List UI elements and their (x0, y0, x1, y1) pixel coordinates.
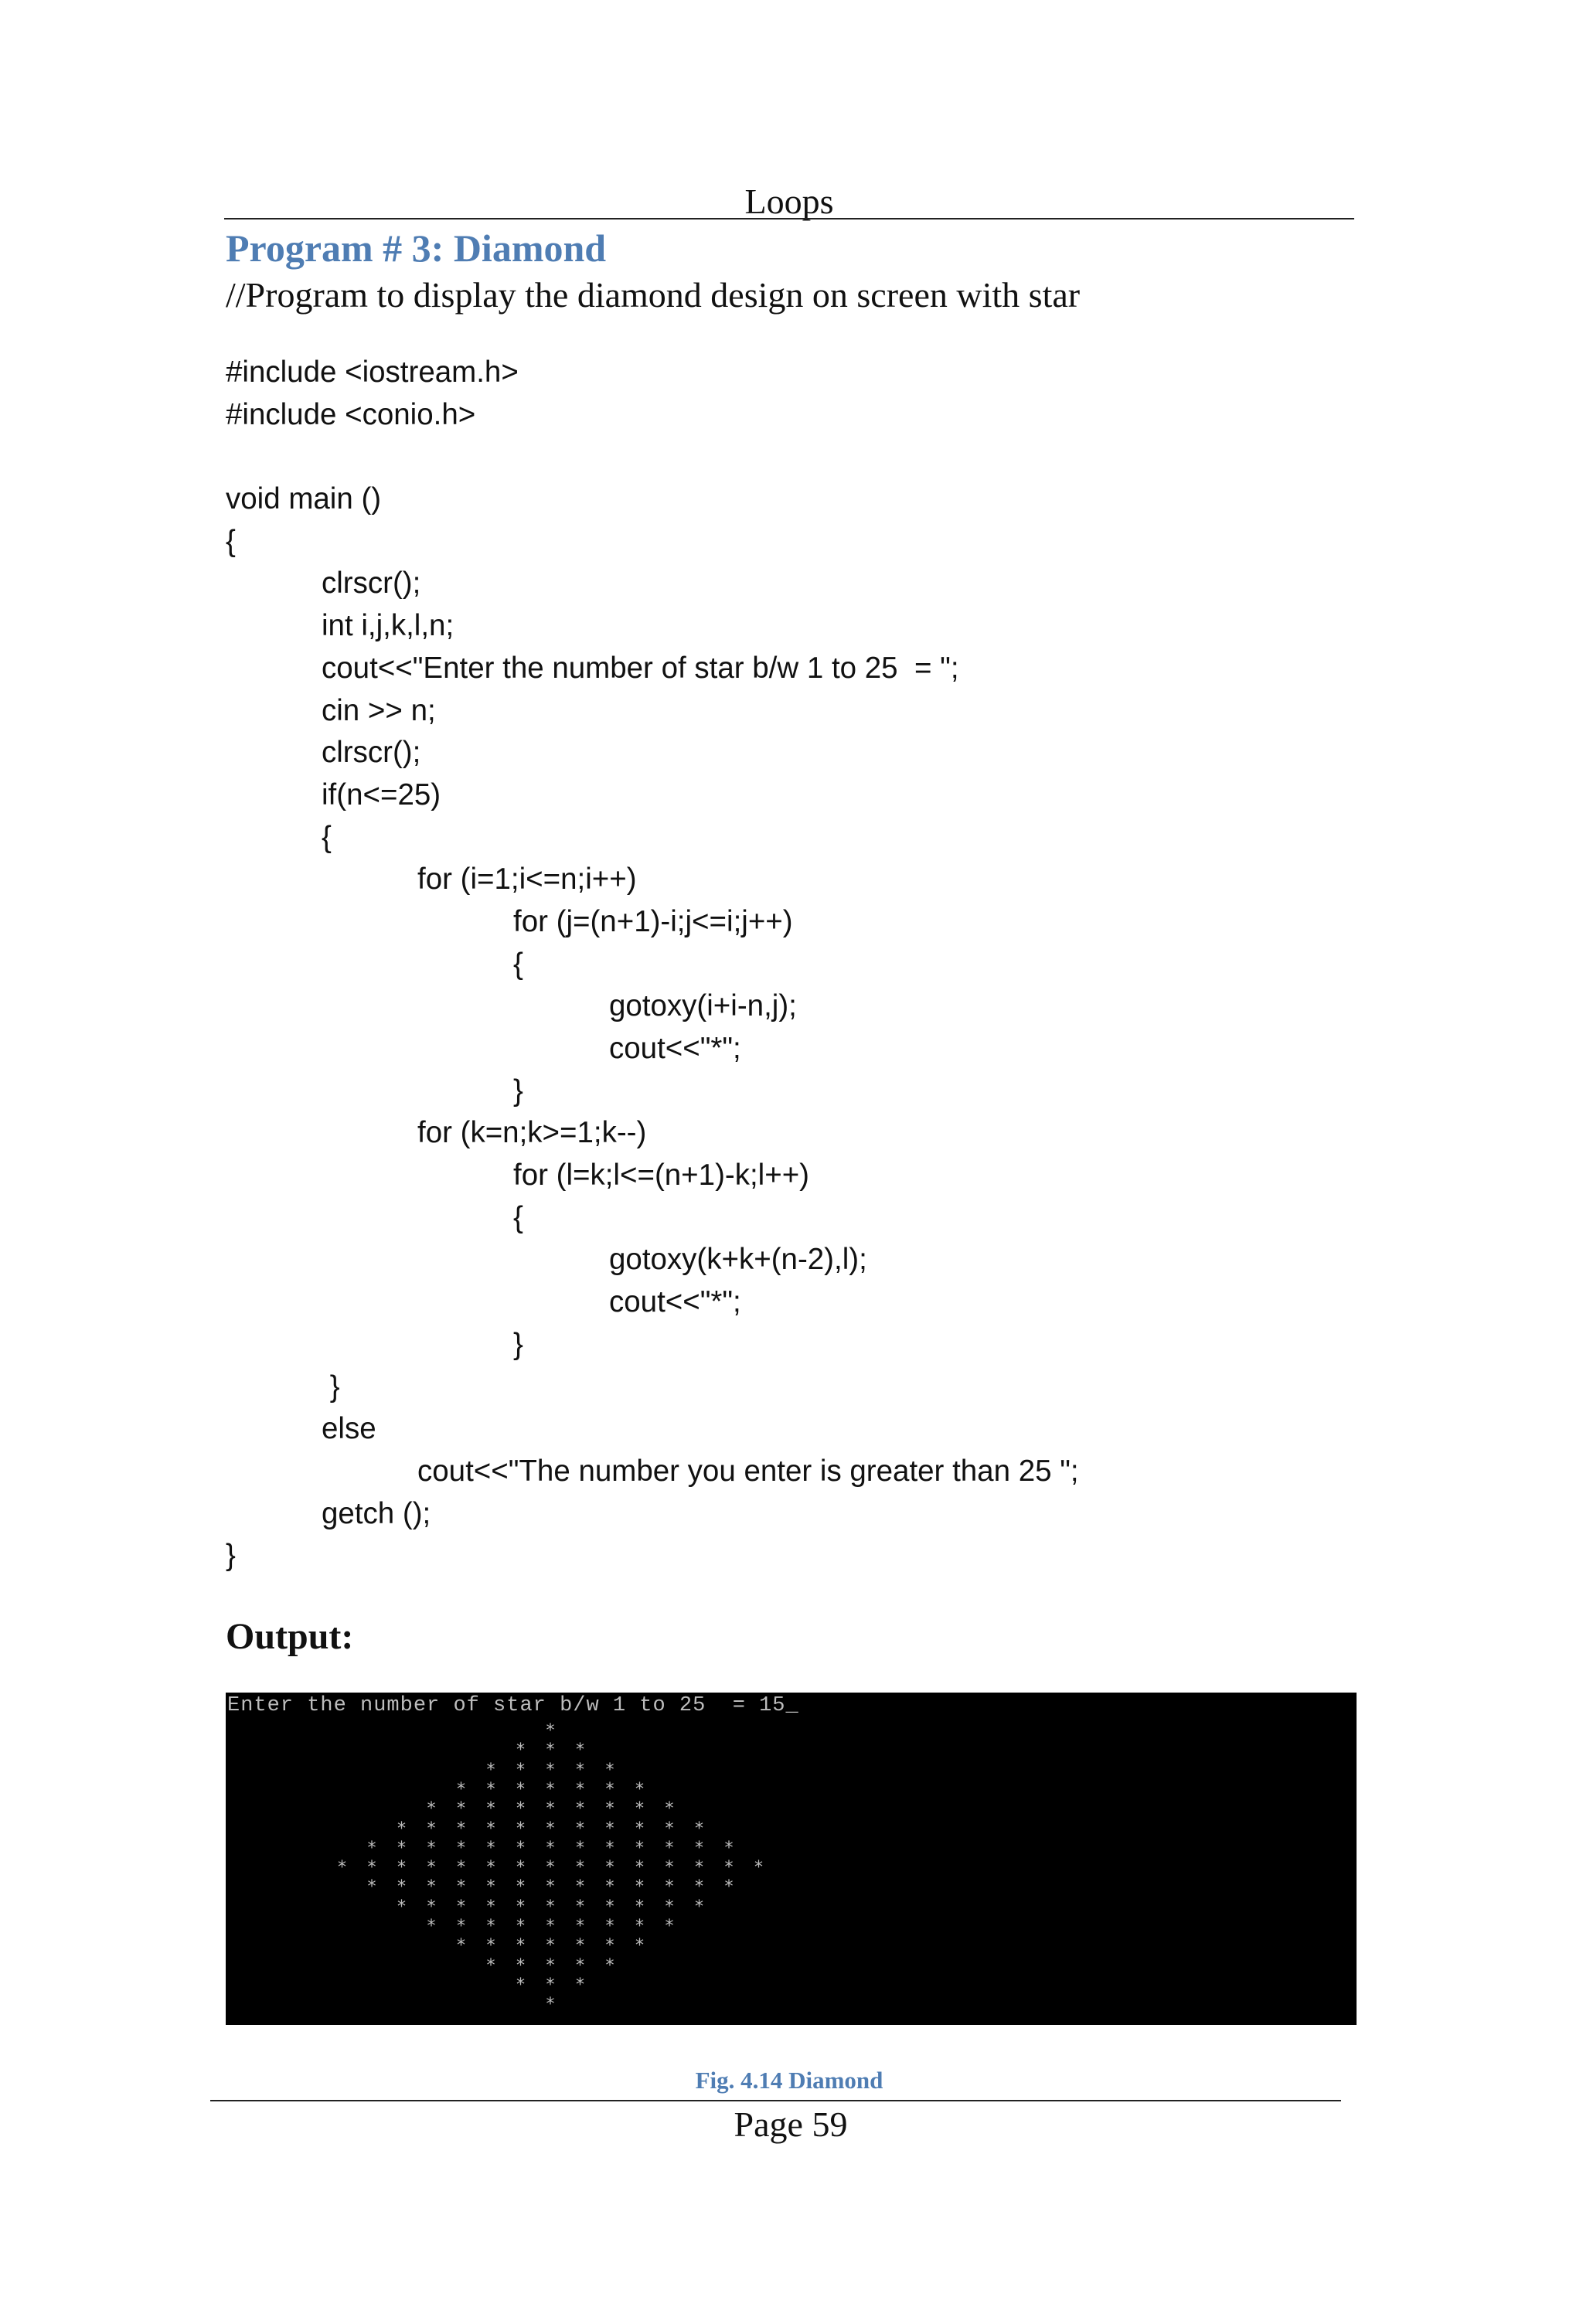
diamond-star: * (604, 1819, 615, 1839)
code-line: gotoxy(i+i-n,j); (609, 989, 797, 1023)
diamond-star: * (515, 1975, 526, 1995)
code-line: for (k=n;k>=1;k--) (417, 1116, 647, 1150)
diamond-star: * (604, 1955, 615, 1975)
diamond-star: * (485, 1819, 496, 1839)
diamond-star: * (396, 1858, 407, 1878)
diamond-star: * (455, 1917, 467, 1936)
diamond-star: * (634, 1858, 645, 1878)
diamond-star: * (664, 1819, 675, 1839)
diamond-star: * (545, 1799, 556, 1819)
diamond-star: * (485, 1858, 496, 1878)
code-line: clrscr(); (322, 567, 421, 601)
diamond-star: * (634, 1936, 645, 1956)
footer-divider (210, 2100, 1341, 2101)
diamond-star: * (604, 1760, 615, 1780)
diamond-star: * (426, 1799, 437, 1819)
diamond-star: * (634, 1838, 645, 1858)
diamond-star: * (396, 1838, 407, 1858)
diamond-star: * (426, 1877, 437, 1897)
diamond-star: * (574, 1877, 586, 1897)
diamond-star: * (515, 1936, 526, 1956)
diamond-star: * (634, 1779, 645, 1799)
diamond-star: * (545, 1740, 556, 1761)
code-line: gotoxy(k+k+(n-2),l); (609, 1243, 867, 1277)
page-number: Page 59 (734, 2105, 848, 2144)
code-line: for (l=k;l<=(n+1)-k;l++) (513, 1159, 810, 1193)
code-line: { (322, 820, 332, 854)
diamond-star: * (426, 1917, 437, 1936)
diamond-star: * (693, 1838, 705, 1858)
diamond-star: * (693, 1819, 705, 1839)
code-line: int i,j,k,l,n; (322, 609, 454, 643)
diamond-star: * (515, 1779, 526, 1799)
diamond-star: * (336, 1858, 348, 1878)
code-line: cout<<"The number you enter is greater than 25 "; (417, 1454, 1079, 1488)
code-line: } (513, 1327, 523, 1361)
code-line: for (i=1;i<=n;i++) (417, 863, 637, 897)
diamond-star: * (574, 1740, 586, 1761)
diamond-star: * (664, 1917, 675, 1936)
diamond-star: * (664, 1897, 675, 1917)
diamond-star: * (426, 1858, 437, 1878)
code-line: cout<<"*"; (609, 1032, 741, 1065)
diamond-star: * (604, 1877, 615, 1897)
diamond-star: * (515, 1819, 526, 1839)
diamond-star: * (574, 1819, 586, 1839)
diamond-star: * (574, 1975, 586, 1995)
figure-caption: Fig. 4.14 Diamond (695, 2067, 883, 2094)
diamond-star: * (545, 1877, 556, 1897)
diamond-star: * (545, 1936, 556, 1956)
diamond-star: * (485, 1936, 496, 1956)
diamond-star: * (455, 1877, 467, 1897)
diamond-star: * (455, 1858, 467, 1878)
diamond-star: * (545, 1975, 556, 1995)
console-output-screenshot (226, 1693, 1357, 2025)
diamond-star: * (455, 1779, 467, 1799)
diamond-star: * (545, 1760, 556, 1780)
diamond-star: * (693, 1877, 705, 1897)
code-line: #include <iostream.h> (226, 356, 519, 389)
code-line: } (226, 1539, 236, 1573)
diamond-star: * (574, 1838, 586, 1858)
diamond-star: * (693, 1897, 705, 1917)
diamond-star: * (574, 1955, 586, 1975)
diamond-star: * (485, 1838, 496, 1858)
diamond-star: * (515, 1858, 526, 1878)
diamond-star: * (693, 1858, 705, 1878)
diamond-star: * (426, 1897, 437, 1917)
diamond-star: * (664, 1838, 675, 1858)
chapter-title: Loops (744, 182, 834, 221)
diamond-star: * (604, 1779, 615, 1799)
code-line: void main () (226, 482, 382, 516)
diamond-star: * (485, 1799, 496, 1819)
code-line: cout<<"Enter the number of star b/w 1 to 25 = "; (322, 651, 959, 685)
diamond-star: * (604, 1936, 615, 1956)
diamond-star: * (634, 1917, 645, 1936)
diamond-star: * (723, 1877, 734, 1897)
diamond-star: * (396, 1877, 407, 1897)
diamond-star: * (545, 1819, 556, 1839)
output-heading: Output: (226, 1616, 354, 1657)
diamond-star: * (574, 1936, 586, 1956)
diamond-star: * (515, 1799, 526, 1819)
code-line: } (513, 1074, 523, 1108)
diamond-star: * (545, 1995, 556, 2015)
diamond-star: * (515, 1838, 526, 1858)
diamond-star: * (753, 1858, 764, 1878)
diamond-star: * (515, 1877, 526, 1897)
diamond-star: * (574, 1917, 586, 1936)
diamond-star: * (664, 1877, 675, 1897)
diamond-star: * (515, 1740, 526, 1761)
diamond-star: * (366, 1838, 377, 1858)
diamond-star: * (574, 1760, 586, 1780)
console-prompt: Enter the number of star b/w 1 to 25 = 15_ (227, 1694, 799, 1717)
code-line: else (322, 1412, 376, 1446)
diamond-star: * (515, 1897, 526, 1917)
diamond-star: * (634, 1799, 645, 1819)
code-listing (226, 352, 1079, 1577)
diamond-star: * (545, 1955, 556, 1975)
code-line: { (226, 524, 236, 558)
diamond-star: * (723, 1858, 734, 1878)
diamond-star: * (545, 1917, 556, 1936)
code-line: } (322, 1370, 340, 1404)
code-line: #include <conio.h> (226, 397, 476, 431)
diamond-star: * (634, 1819, 645, 1839)
diamond-star: * (485, 1877, 496, 1897)
diamond-star: * (545, 1779, 556, 1799)
diamond-star: * (455, 1819, 467, 1839)
code-line: for (j=(n+1)-i;j<=i;j++) (513, 904, 793, 938)
diamond-star: * (723, 1838, 734, 1858)
diamond-star: * (455, 1936, 467, 1956)
diamond-star: * (455, 1838, 467, 1858)
diamond-star: * (574, 1779, 586, 1799)
code-line: cout<<"*"; (609, 1285, 741, 1319)
diamond-star: * (545, 1897, 556, 1917)
header-divider (224, 218, 1354, 219)
diamond-star: * (396, 1819, 407, 1839)
diamond-star: * (604, 1838, 615, 1858)
diamond-star: * (366, 1877, 377, 1897)
code-line: if(n<=25) (322, 778, 441, 812)
diamond-star: * (515, 1760, 526, 1780)
code-line: { (513, 947, 523, 981)
diamond-star: * (574, 1799, 586, 1819)
diamond-star: * (574, 1858, 586, 1878)
diamond-star: * (604, 1897, 615, 1917)
code-line (226, 436, 1079, 478)
program-title: Program # 3: Diamond (226, 226, 607, 270)
diamond-star: * (426, 1819, 437, 1839)
diamond-star: * (485, 1779, 496, 1799)
diamond-star: * (485, 1897, 496, 1917)
diamond-star: * (485, 1917, 496, 1936)
diamond-star: * (455, 1897, 467, 1917)
diamond-star: * (545, 1858, 556, 1878)
diamond-star: * (515, 1955, 526, 1975)
diamond-star: * (545, 1721, 556, 1740)
diamond-star: * (604, 1858, 615, 1878)
program-comment: //Program to display the diamond design on screen with star (226, 275, 1081, 315)
diamond-star: * (485, 1955, 496, 1975)
diamond-star: * (545, 1838, 556, 1858)
diamond-star: * (664, 1858, 675, 1878)
diamond-star: * (426, 1838, 437, 1858)
code-line: { (513, 1200, 523, 1234)
diamond-star: * (574, 1897, 586, 1917)
code-line: getch (); (322, 1496, 431, 1530)
diamond-star: * (455, 1799, 467, 1819)
diamond-star: * (485, 1760, 496, 1780)
code-line: clrscr(); (322, 736, 421, 770)
diamond-star: * (664, 1799, 675, 1819)
diamond-star: * (515, 1917, 526, 1936)
diamond-star: * (366, 1858, 377, 1878)
diamond-star: * (634, 1897, 645, 1917)
diamond-star: * (396, 1897, 407, 1917)
code-line: cin >> n; (322, 693, 436, 727)
diamond-star: * (634, 1877, 645, 1897)
diamond-star: * (604, 1917, 615, 1936)
diamond-star: * (604, 1799, 615, 1819)
